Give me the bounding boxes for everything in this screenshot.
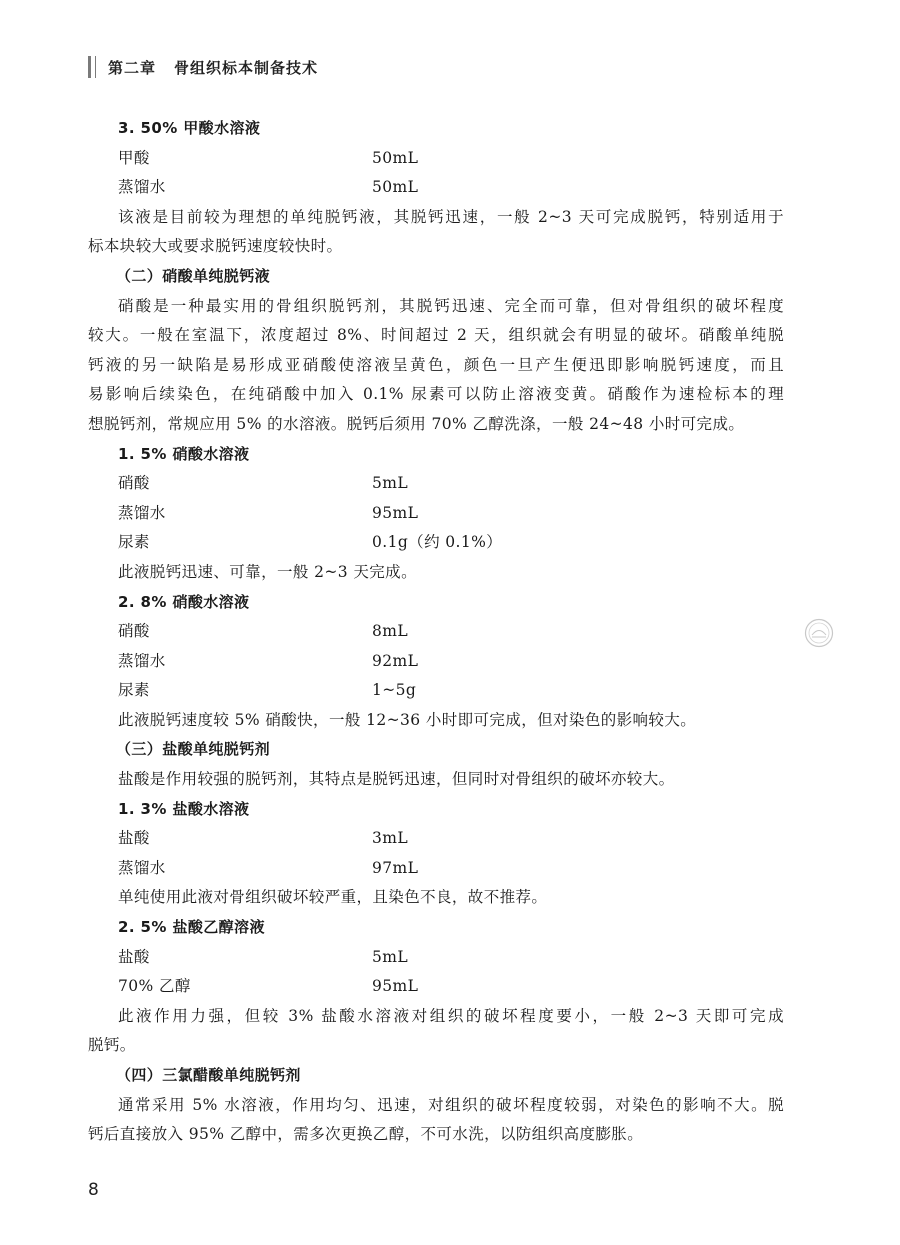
- paragraph-line: 标本块较大或要求脱钙速度较快时。: [88, 237, 343, 256]
- reagent-name: 尿素: [118, 533, 150, 552]
- reagent-amount: 50mL: [372, 148, 419, 167]
- paragraph-line: 单纯使用此液对骨组织破坏较严重，且染色不良，故不推荐。: [118, 888, 548, 907]
- page-body: [88, 114, 784, 1150]
- formula-row: [88, 469, 784, 499]
- subsection-heading: 2. 5% 盐酸乙醇溶液: [118, 918, 265, 937]
- paragraph-line: 脱钙。: [88, 1036, 136, 1055]
- header-chapter: 第二章: [108, 58, 157, 77]
- reagent-name: 70% 乙醇: [118, 977, 191, 996]
- formula-row: [88, 972, 784, 1002]
- paragraph-line: 通常采用 5% 水溶液，作用均匀、迅速，对组织的破坏程度较弱，对染色的影响不大。脱: [118, 1095, 784, 1114]
- header-title: 骨组织标本制备技术: [174, 58, 319, 77]
- reagent-name: 蒸馏水: [118, 503, 166, 522]
- reagent-amount: 3mL: [372, 829, 409, 848]
- reagent-amount: 0.1g（约 0.1%）: [372, 533, 503, 552]
- formula-row: [88, 528, 784, 558]
- running-header: [88, 54, 318, 80]
- publisher-seal-icon: [804, 618, 834, 648]
- subsection-heading: 1. 5% 硝酸水溶液: [118, 444, 250, 463]
- paragraph-line: 该液是目前较为理想的单纯脱钙液，其脱钙迅速，一般 2~3 天可完成脱钙，特别适用于: [118, 207, 784, 226]
- reagent-amount: 95mL: [372, 503, 419, 522]
- subsection-heading: 2. 8% 硝酸水溶液: [118, 592, 250, 611]
- formula-row: [88, 617, 784, 647]
- reagent-name: 尿素: [118, 681, 150, 700]
- reagent-name: 硝酸: [118, 622, 150, 641]
- header-text: [108, 57, 318, 78]
- reagent-name: 硝酸: [118, 474, 150, 493]
- paragraph-line: 盐酸是作用较强的脱钙剂，其特点是脱钙迅速，但同时对骨组织的破坏亦较大。: [118, 770, 675, 789]
- paragraph-line: 此液脱钙迅速、可靠，一般 2~3 天完成。: [118, 562, 417, 581]
- reagent-amount: 92mL: [372, 651, 419, 670]
- formula-row: [88, 499, 784, 529]
- reagent-name: 盐酸: [118, 947, 150, 966]
- paragraph-line: 硝酸是一种最实用的骨组织脱钙剂，其脱钙迅速、完全而可靠，但对骨组织的破坏程度: [118, 296, 784, 315]
- paragraph-line: 较大。一般在室温下，浓度超过 8%、时间超过 2 天，组织就会有明显的破坏。硝酸单纯脱: [88, 326, 784, 345]
- reagent-amount: 50mL: [372, 178, 419, 197]
- formula-row: [88, 943, 784, 973]
- paragraph-line: 此液作用力强，但较 3% 盐酸水溶液对组织的破坏程度要小，一般 2~3 天即可完成: [118, 1006, 784, 1025]
- reagent-amount: 5mL: [372, 474, 409, 493]
- reagent-name: 蒸馏水: [118, 178, 166, 197]
- paragraph-line: 想脱钙剂，常规应用 5% 的水溶液。脱钙后须用 70% 乙醇洗涤，一般 24~48 小时可完成。: [88, 414, 745, 433]
- paragraph-line: 此液脱钙速度较 5% 硝酸快，一般 12~36 小时即可完成，但对染色的影响较大。: [118, 710, 697, 729]
- page-number: 8: [88, 1180, 99, 1200]
- section-heading: （三）盐酸单纯脱钙剂: [116, 740, 271, 759]
- reagent-name: 甲酸: [118, 148, 150, 167]
- header-rule-thick: [88, 56, 91, 78]
- reagent-name: 蒸馏水: [118, 858, 166, 877]
- paragraph-line: 钙后直接放入 95% 乙醇中，需多次更换乙醇，不可水洗，以防组织高度膨胀。: [88, 1125, 644, 1144]
- formula-row: [88, 854, 784, 884]
- reagent-name: 蒸馏水: [118, 651, 166, 670]
- reagent-amount: 8mL: [372, 622, 409, 641]
- formula-row: [88, 173, 784, 203]
- reagent-name: 盐酸: [118, 829, 150, 848]
- reagent-amount: 95mL: [372, 977, 419, 996]
- formula-row: [88, 676, 784, 706]
- section-heading: （二）硝酸单纯脱钙液: [116, 266, 271, 285]
- section-heading: （四）三氯醋酸单纯脱钙剂: [116, 1066, 301, 1084]
- header-rule-thin: [95, 56, 96, 78]
- paragraph-line: 易影响后续染色，在纯硝酸中加入 0.1% 尿素可以防止溶液变黄。硝酸作为速检标本的理: [88, 385, 784, 404]
- reagent-amount: 97mL: [372, 858, 419, 877]
- subsection-heading: 1. 3% 盐酸水溶液: [118, 799, 250, 818]
- reagent-amount: 5mL: [372, 947, 409, 966]
- paragraph-line: 钙液的另一缺陷是易形成亚硝酸使溶液呈黄色，颜色一旦产生便迅即影响脱钙速度，而且: [88, 355, 784, 374]
- formula-row: [88, 144, 784, 174]
- reagent-amount: 1~5g: [372, 681, 417, 700]
- subsection-heading: 3. 50% 甲酸水溶液: [118, 119, 261, 137]
- formula-row: [88, 647, 784, 677]
- formula-row: [88, 824, 784, 854]
